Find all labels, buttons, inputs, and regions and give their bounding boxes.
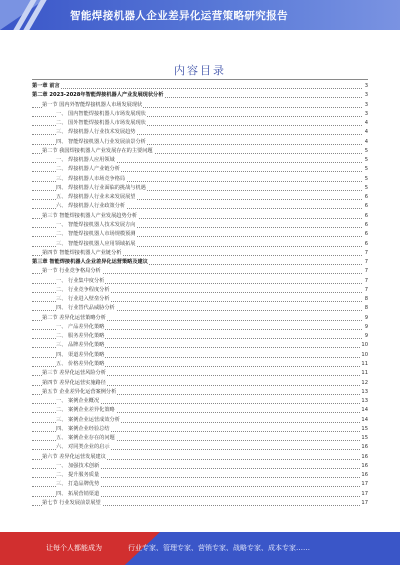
toc-entry-page: 7	[364, 286, 368, 295]
toc-entry[interactable]	[32, 193, 368, 202]
toc-entry[interactable]	[32, 277, 368, 286]
toc-entry-label: 第七节 行业发展前景展望	[42, 499, 102, 508]
toc-entry[interactable]	[32, 267, 368, 276]
toc-entry-page: 5	[364, 147, 368, 156]
toc-entry[interactable]	[32, 128, 368, 137]
toc-entry-label: 第三节 差异化运营风险分析	[42, 369, 107, 378]
toc-entry[interactable]	[32, 286, 368, 295]
report-title: 智能焊接机器人企业差异化运营策略研究报告	[70, 10, 288, 22]
toc-entry[interactable]	[32, 332, 368, 341]
toc-entry-page: 10	[360, 351, 368, 360]
toc-entry-page: 6	[364, 212, 368, 221]
toc-entry-label: 三、 行业进入壁垒分析	[56, 295, 111, 304]
toc-entry[interactable]	[32, 147, 368, 156]
toc-entry-label: 一、 案例企业概况	[56, 397, 100, 406]
toc-entry-label: 三、 打造品牌优势	[56, 480, 100, 489]
toc-entry-label: 五、 价格差异化策略	[56, 360, 105, 369]
toc-entry-label: 第二节 我国焊接机器人产业发展存在的主要问题	[42, 147, 154, 156]
toc-entry-page: 16	[360, 443, 368, 452]
toc-entry[interactable]	[32, 480, 368, 489]
toc-entry-page: 12	[360, 379, 368, 388]
toc-entry-page: 17	[360, 490, 368, 499]
toc-entry-label: 三、 品牌差异化策略	[56, 341, 105, 350]
toc-entry-page: 5	[364, 156, 368, 165]
toc-entry[interactable]	[32, 165, 368, 174]
toc-entry-label: 第一章 前言	[32, 82, 61, 91]
toc-entry-label: 四、 行业替代品威胁分析	[56, 304, 116, 313]
toc-entry-label: 一、 焊接机器人应用领域	[56, 156, 116, 165]
toc-entry-label: 一、 智能焊接机器人技术发展方向	[56, 221, 136, 230]
toc-entry-page: 5	[364, 165, 368, 174]
toc-entry[interactable]	[32, 240, 368, 249]
toc-entry-page: 5	[364, 184, 368, 193]
toc-entry-label: 三、 焊接机器人市场竞争格局	[56, 175, 126, 184]
toc-entry-page: 16	[360, 471, 368, 480]
toc-entry-label: 第六节 差异化运营发展建议	[42, 453, 107, 462]
toc-entry-label: 二、 案例企业差异化策略	[56, 406, 116, 415]
header-banner	[0, 0, 400, 30]
toc-entry[interactable]	[32, 379, 368, 388]
toc-entry-label: 第二节 差异化运营策略分析	[42, 314, 107, 323]
toc-leader-dots	[32, 88, 362, 89]
toc-entry[interactable]	[32, 499, 368, 508]
table-of-contents	[32, 82, 368, 508]
toc-entry-page: 9	[364, 314, 368, 323]
toc-entry-page: 9	[364, 323, 368, 332]
toc-entry-label: 第五节 企业差异化运营案例分析	[42, 388, 117, 397]
toc-entry-page: 8	[364, 304, 368, 313]
toc-entry[interactable]	[32, 471, 368, 480]
toc-entry[interactable]	[32, 221, 368, 230]
toc-entry-label: 六、 对同类企业的启示	[56, 443, 111, 452]
toc-entry[interactable]	[32, 202, 368, 211]
toc-entry-label: 一、 行业集中度分析	[56, 277, 105, 286]
toc-entry-page: 17	[360, 480, 368, 489]
toc-entry-page: 13	[360, 388, 368, 397]
toc-entry[interactable]	[32, 323, 368, 332]
toc-entry-page: 3	[364, 91, 368, 100]
footer-experts: 行业专家、管理专家、营销专家、战略专家、成本专家……	[128, 544, 310, 552]
toc-entry[interactable]	[32, 434, 368, 443]
toc-entry-label: 五、 焊接机器人行业未来发展展望	[56, 193, 136, 202]
toc-entry-page: 7	[364, 249, 368, 258]
toc-entry-label: 第四节 差异化运营实施路径	[42, 379, 107, 388]
toc-entry[interactable]	[32, 249, 368, 258]
toc-entry-label: 四、 渠道差异化策略	[56, 351, 105, 360]
toc-entry-page: 11	[360, 360, 368, 369]
toc-entry-page: 10	[360, 341, 368, 350]
toc-entry[interactable]	[32, 360, 368, 369]
toc-entry[interactable]	[32, 295, 368, 304]
toc-entry[interactable]	[32, 425, 368, 434]
toc-entry-label: 四、 焊接机器人行业面临的挑战与机遇	[56, 184, 147, 193]
toc-entry-page: 6	[364, 230, 368, 239]
toc-entry[interactable]	[32, 138, 368, 147]
toc-entry[interactable]	[32, 82, 368, 91]
toc-entry[interactable]	[32, 462, 368, 471]
toc-entry-label: 二、 行业竞争程度分析	[56, 286, 111, 295]
toc-entry[interactable]	[32, 416, 368, 425]
toc-entry-page: 4	[364, 128, 368, 137]
toc-entry-label: 一、 国内智能焊接机器人市场发展现状	[56, 110, 147, 119]
toc-entry-label: 四、 案例企业经验总结	[56, 425, 111, 434]
toc-entry-page: 17	[360, 499, 368, 508]
toc-entry[interactable]	[32, 258, 368, 267]
toc-entry-page: 6	[364, 221, 368, 230]
toc-entry-page: 11	[360, 369, 368, 378]
toc-entry[interactable]	[32, 397, 368, 406]
toc-entry-label: 第三节 智能焊接机器人产业发展趋势分析	[42, 212, 138, 221]
toc-entry-label: 第一节 行业竞争格局分析	[42, 267, 102, 276]
toc-entry[interactable]	[32, 443, 368, 452]
toc-entry[interactable]	[32, 91, 368, 100]
toc-entry-label: 四、 拓展营销渠道	[56, 490, 100, 499]
toc-entry[interactable]	[32, 230, 368, 239]
toc-entry[interactable]	[32, 119, 368, 128]
toc-entry-label: 二、 国外智能焊接机器人市场发展现状	[56, 119, 147, 128]
toc-entry-label: 一、 加强技术创新	[56, 462, 100, 471]
toc-entry-page: 4	[364, 119, 368, 128]
toc-entry-page: 13	[360, 397, 368, 406]
toc-entry-page: 3	[364, 110, 368, 119]
toc-divider	[32, 79, 368, 80]
toc-entry[interactable]	[32, 156, 368, 165]
toc-entry[interactable]	[32, 101, 368, 110]
toc-entry-page: 6	[364, 202, 368, 211]
toc-entry-page: 16	[360, 453, 368, 462]
toc-entry-label: 二、 服务差异化策略	[56, 332, 105, 341]
toc-entry-label: 二、 智能焊接机器人市场规模预测	[56, 230, 136, 239]
toc-entry-page: 7	[364, 258, 368, 267]
toc-entry-label: 五、 案例企业存在的问题	[56, 434, 116, 443]
toc-entry-page: 14	[360, 416, 368, 425]
toc-entry-page: 7	[364, 277, 368, 286]
toc-entry-page: 5	[364, 175, 368, 184]
toc-entry[interactable]	[32, 304, 368, 313]
toc-entry-page: 4	[364, 138, 368, 147]
toc-entry-label: 四、 智能焊接机器人行业发展前景分析	[56, 138, 147, 147]
toc-entry-page: 8	[364, 295, 368, 304]
toc-entry[interactable]	[32, 314, 368, 323]
toc-entry-label: 三、 焊接机器人行业技术发展趋势	[56, 128, 136, 137]
toc-entry-page: 3	[364, 101, 368, 110]
toc-entry-label: 三、 案例企业运营成效分析	[56, 416, 121, 425]
toc-entry-label: 三、 智能焊接机器人应用领域拓展	[56, 240, 136, 249]
toc-entry-page: 15	[360, 425, 368, 434]
toc-entry[interactable]	[32, 212, 368, 221]
toc-entry-page: 6	[364, 240, 368, 249]
toc-entry-page: 15	[360, 434, 368, 443]
toc-entry-page: 7	[364, 267, 368, 276]
toc-entry-label: 二、 提升服务质量	[56, 471, 100, 480]
toc-entry-label: 第三章 智能焊接机器人企业差异化运营策略及建议	[32, 258, 149, 267]
toc-entry-label: 第二章 2023-2028年智能焊接机器人产业发展现状分析	[32, 91, 164, 100]
toc-entry[interactable]	[32, 175, 368, 184]
toc-entry[interactable]	[32, 369, 368, 378]
toc-entry[interactable]	[32, 351, 368, 360]
toc-entry[interactable]	[32, 388, 368, 397]
toc-entry[interactable]	[32, 110, 368, 119]
toc-entry[interactable]	[32, 490, 368, 499]
toc-entry-label: 二、 焊接机器人产业链分析	[56, 165, 121, 174]
toc-entry[interactable]	[32, 341, 368, 350]
toc-entry-label: 六、 焊接机器人行业政策分析	[56, 202, 126, 211]
toc-entry-page: 6	[364, 193, 368, 202]
toc-heading: 内容目录	[174, 64, 226, 77]
toc-entry-page: 16	[360, 462, 368, 471]
toc-entry[interactable]	[32, 453, 368, 462]
toc-entry-label: 第四节 智能焊接机器人产业链分析	[42, 249, 122, 258]
toc-entry-page: 3	[364, 82, 368, 91]
toc-entry-label: 一、 产品差异化策略	[56, 323, 105, 332]
toc-entry-page: 9	[364, 332, 368, 341]
toc-entry[interactable]	[32, 406, 368, 415]
toc-entry-page: 14	[360, 406, 368, 415]
footer-slogan: 让每个人都能成为	[46, 544, 102, 552]
toc-entry[interactable]	[32, 184, 368, 193]
toc-entry-label: 第一节 国内外智能焊接机器人市场发展现状	[42, 101, 143, 110]
